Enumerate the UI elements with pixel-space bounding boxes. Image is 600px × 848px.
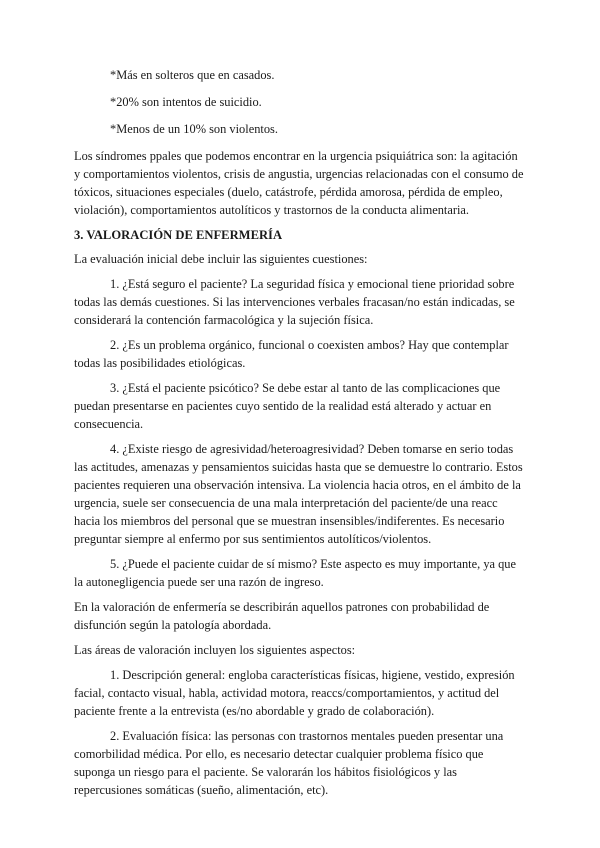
areas-intro: Las áreas de valoración incluyen los siguientes aspectos: xyxy=(74,643,356,657)
bullet-line: *Más en solteros que en casados. xyxy=(110,68,275,82)
patterns-paragraph: En la valoración de enfermería se describirán aquellos patrones con probabilidad de disfunción según la patología abordada. xyxy=(74,600,490,632)
evaluation-intro: La evaluación inicial debe incluir las siguientes cuestiones: xyxy=(74,252,368,266)
question-item-5: 5. ¿Puede el paciente cuidar de sí mismo? Este aspecto es muy importante, ya que la autonegligencia puede ser una razón de ingreso. xyxy=(74,557,517,589)
document-page xyxy=(74,66,526,806)
area-item-2: 2. Evaluación física: las personas con trastornos mentales pueden presentar una comorbilidad médica. Por ello, es necesario detectar cualquier problema físico que suponga un riesgo para el paciente. Se valorarán los hábitos fisiológicos y las repercusiones somáticas (sueño, alimentación, etc). xyxy=(74,729,504,797)
area-item-1: 1. Descripción general: engloba características físicas, higiene, vestido, expresión facial, contacto visual, habla, actividad motora, reaccs/comportamientos, y actitud del paciente frente a la entrevista (es/no abordable y grado de colaboración). xyxy=(74,668,515,718)
question-item-3: 3. ¿Está el paciente psicótico? Se debe estar al tanto de las complicaciones que puedan presentarse en pacientes cuyo sentido de la realidad está alterado y actuar en consecuencia. xyxy=(74,381,501,431)
section-heading: 3. VALORACIÓN DE ENFERMERÍA xyxy=(74,228,283,242)
bullet-line: *20% son intentos de suicidio. xyxy=(110,95,262,109)
question-item-2: 2. ¿Es un problema orgánico, funcional o coexisten ambos? Hay que contemplar todas las posibilidades etiológicas. xyxy=(74,338,509,370)
intro-paragraph: Los síndromes ppales que podemos encontrar en la urgencia psiquiátrica son: la agitación y comportamientos violentos, crisis de angustia, urgencias relacionadas con el consumo de tóxicos, situaciones especiales (duelo, catástrofe, pérdida amorosa, pérdida de empleo, violación), comportamientos autolíticos y trastornos de la conducta alimentaria. xyxy=(74,149,524,217)
question-item-1: 1. ¿Está seguro el paciente? La seguridad física y emocional tiene prioridad sobre todas las demás cuestiones. Si las intervenciones verbales fracasan/no están indicadas, se considerará la contención farmacológica y la sujeción física. xyxy=(74,277,515,327)
question-item-4: 4. ¿Existe riesgo de agresividad/heteroagresividad? Deben tomarse en serio todas las actitudes, amenazas y pensamientos suicidas hasta que se demuestre lo contrario. Estos pacientes requieren una observación intensiva. La violencia hacia otros, en el ámbito de la urgencia, suele ser consecuencia de una mala interpretación del paciente/de una reacc hacia los miembros del personal que se muestran insensibles/indiferentes. Es necesario preguntar siempre al enfermo por sus sentimientos autolíticos/violentos. xyxy=(74,442,523,546)
bullet-line: *Menos de un 10% son violentos. xyxy=(110,122,278,136)
